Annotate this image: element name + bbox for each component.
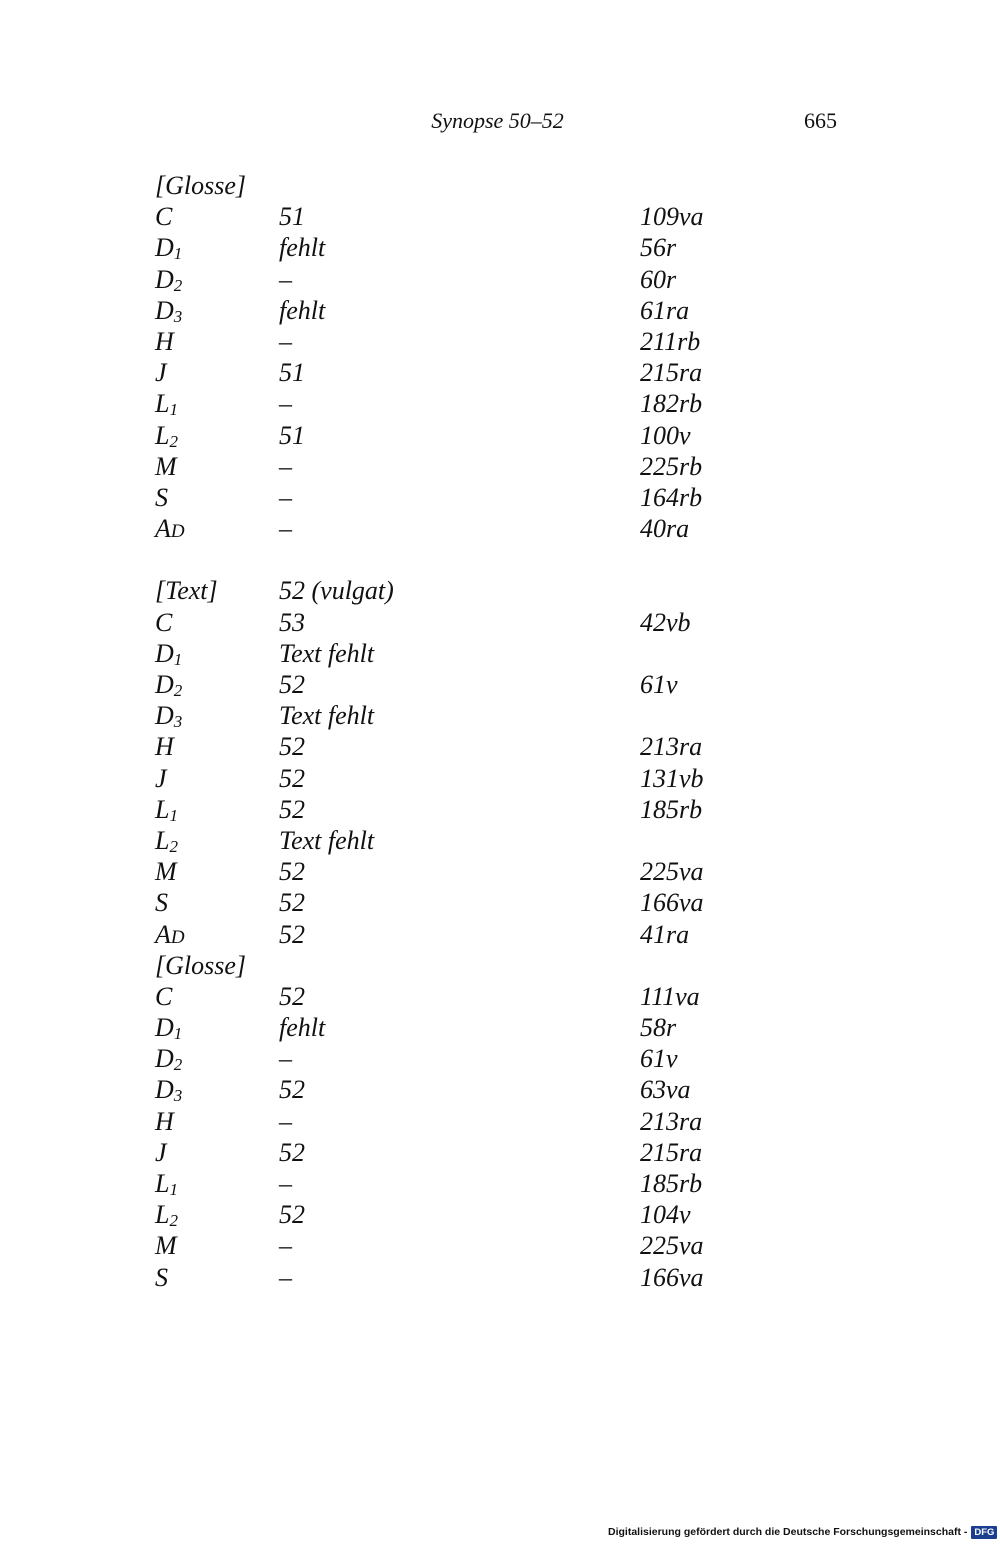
manuscript-siglum (155, 1230, 177, 1261)
folio-reference: 61v (640, 1044, 678, 1074)
siglum-subscript: 3 (173, 712, 183, 732)
siglum-letter: J (155, 358, 167, 388)
chapter-number: fehlt (279, 1013, 326, 1043)
siglum-letter: L (155, 794, 170, 824)
synopsis-row (155, 232, 855, 263)
folio-reference: 100v (640, 420, 691, 450)
manuscript-siglum (155, 981, 172, 1012)
siglum-subscript: 1 (173, 649, 183, 669)
manuscript-siglum (155, 794, 178, 828)
chapter-number: – (279, 326, 292, 356)
siglum-subscript: 2 (169, 431, 178, 451)
synopsis-row (155, 357, 855, 388)
synopsis-row (155, 326, 855, 357)
manuscript-siglum (155, 420, 178, 454)
running-header-title: Synopse 50–52 (431, 108, 564, 133)
folio-reference: 56r (640, 233, 677, 263)
siglum-letter: D (155, 1044, 174, 1074)
synopsis-row (155, 388, 855, 419)
siglum-letter: C (155, 981, 173, 1011)
siglum-letter: [Glosse] (155, 171, 247, 200)
manuscript-siglum (155, 201, 172, 232)
siglum-letter: A (155, 514, 171, 544)
folio-reference: 166va (640, 1262, 704, 1292)
folio-reference: 60r (640, 264, 677, 294)
synopsis-row (155, 638, 855, 669)
chapter-number: 52 (279, 981, 305, 1011)
manuscript-siglum (155, 1074, 182, 1108)
manuscript-siglum (155, 482, 168, 513)
folio-reference: 164rb (640, 482, 703, 512)
chapter-number: fehlt (279, 295, 326, 325)
manuscript-siglum (155, 856, 177, 887)
siglum-subscript: 3 (173, 1086, 183, 1106)
synopsis-row (155, 1137, 855, 1168)
footer-credit (608, 1524, 997, 1540)
manuscript-siglum (155, 513, 185, 547)
synopsis-row (155, 919, 855, 950)
folio-reference: 61v (640, 670, 678, 699)
siglum-subscript: 3 (173, 306, 183, 326)
manuscript-siglum (155, 388, 178, 422)
synopsis-row (155, 1199, 855, 1230)
folio-reference: 41ra (640, 919, 690, 949)
manuscript-siglum (155, 763, 167, 794)
chapter-number: 51 (279, 420, 305, 450)
synopsis-row (155, 170, 855, 201)
synopsis-row (155, 950, 855, 981)
manuscript-siglum (155, 1168, 178, 1202)
folio-reference: 185rb (640, 1169, 703, 1198)
siglum-letter: A (155, 919, 171, 949)
folio-reference: 131vb (640, 763, 704, 793)
siglum-letter: M (155, 857, 177, 887)
siglum-subscript: 2 (169, 836, 178, 856)
siglum-letter: [Glosse] (155, 950, 247, 980)
chapter-number: 52 (279, 888, 305, 918)
synopsis-row (155, 451, 855, 482)
synopsis-row (155, 763, 855, 794)
chapter-number: 52 (279, 763, 305, 793)
chapter-number: – (279, 264, 292, 294)
synopsis-row (155, 1012, 855, 1043)
folio-reference: 225va (640, 857, 704, 887)
synopsis-table (155, 170, 855, 1293)
siglum-letter: C (155, 607, 173, 637)
manuscript-siglum (155, 575, 218, 606)
folio-reference: 104v (640, 1200, 691, 1230)
chapter-number: 53 (279, 607, 305, 637)
synopsis-row (155, 731, 855, 762)
siglum-letter: [Text] (155, 576, 218, 606)
siglum-subscript: 1 (169, 805, 178, 825)
folio-reference: 215ra (640, 358, 703, 388)
siglum-letter: J (155, 763, 167, 793)
chapter-number: – (279, 1044, 292, 1074)
synopsis-row (155, 981, 855, 1012)
folio-reference: 213ra (640, 732, 703, 762)
siglum-letter: L (155, 389, 170, 419)
folio-reference: 225va (640, 1231, 704, 1261)
siglum-letter: D (155, 1013, 174, 1043)
siglum-subscript: 1 (169, 1180, 178, 1199)
footer-text: Digitalisierung gefördert durch die Deutsche Forschungsgemeinschaft - (608, 1526, 968, 1538)
folio-reference: 111va (640, 981, 700, 1011)
siglum-letter: D (155, 295, 174, 325)
siglum-letter: S (155, 888, 168, 918)
siglum-letter: L (155, 825, 170, 855)
folio-reference: 182rb (640, 389, 703, 419)
folio-reference: 109va (640, 202, 704, 232)
manuscript-siglum (155, 1043, 182, 1077)
folio-reference: 185rb (640, 794, 703, 824)
manuscript-siglum (155, 950, 246, 981)
siglum-letter: S (155, 482, 168, 512)
manuscript-siglum (155, 1137, 167, 1168)
synopsis-row (155, 420, 855, 451)
dfg-logo: DFG (971, 1526, 997, 1539)
siglum-subscript: 1 (169, 400, 178, 420)
synopsis-row (155, 669, 855, 700)
siglum-letter: H (155, 732, 174, 762)
siglum-subscript: 2 (169, 1211, 178, 1231)
chapter-number: 52 (279, 1200, 305, 1230)
synopsis-row (155, 794, 855, 825)
chapter-number: – (279, 1106, 292, 1136)
chapter-number: 52 (279, 1075, 305, 1105)
manuscript-siglum (155, 451, 177, 482)
chapter-number: – (279, 1262, 292, 1292)
siglum-letter: M (155, 451, 177, 481)
manuscript-siglum (155, 295, 182, 329)
manuscript-siglum (155, 326, 174, 357)
folio-reference: 63va (640, 1075, 691, 1105)
chapter-number: 52 (279, 919, 305, 949)
folio-reference: 42vb (640, 607, 691, 637)
synopsis-row (155, 1168, 855, 1199)
manuscript-siglum (155, 638, 182, 672)
folio-reference: 40ra (640, 514, 690, 544)
synopsis-row (155, 607, 855, 638)
synopsis-row (155, 856, 855, 887)
chapter-number: 52 (279, 732, 305, 762)
synopsis-row (155, 1043, 855, 1074)
chapter-number: – (279, 482, 292, 512)
chapter-number: 52 (279, 1137, 305, 1167)
manuscript-siglum (155, 1262, 168, 1293)
manuscript-siglum (155, 1106, 174, 1137)
folio-reference: 61ra (640, 295, 690, 325)
synopsis-row (155, 575, 855, 606)
synopsis-row (155, 1230, 855, 1261)
manuscript-siglum (155, 232, 182, 266)
siglum-subscript: 1 (173, 1024, 183, 1044)
manuscript-siglum (155, 825, 178, 859)
manuscript-siglum (155, 1012, 182, 1046)
siglum-letter: H (155, 326, 174, 356)
manuscript-siglum (155, 264, 182, 298)
chapter-number: – (279, 1231, 292, 1261)
siglum-letter: D (155, 670, 174, 699)
folio-reference: 215ra (640, 1137, 703, 1167)
siglum-subscript: 2 (173, 1055, 183, 1075)
manuscript-siglum (155, 731, 174, 762)
siglum-smallcaps: D (170, 926, 185, 948)
chapter-number: – (279, 389, 292, 419)
folio-reference: 58r (640, 1013, 677, 1043)
folio-reference: 225rb (640, 451, 703, 481)
manuscript-siglum (155, 1199, 178, 1233)
folio-reference: 166va (640, 888, 704, 918)
manuscript-siglum (155, 887, 168, 918)
synopsis-row (155, 825, 855, 856)
manuscript-siglum (155, 669, 182, 703)
manuscript-siglum (155, 919, 185, 953)
siglum-letter: D (155, 1075, 174, 1105)
synopsis-row (155, 295, 855, 326)
chapter-number: 51 (279, 202, 305, 232)
synopsis-row (155, 1074, 855, 1105)
siglum-subscript: 1 (173, 244, 183, 264)
chapter-number: – (279, 1169, 292, 1198)
chapter-number: fehlt (279, 233, 326, 263)
chapter-number: 52 (279, 670, 305, 699)
siglum-subscript: 2 (173, 681, 183, 700)
manuscript-siglum (155, 607, 172, 638)
synopsis-row (155, 482, 855, 513)
manuscript-siglum (155, 357, 167, 388)
synopsis-row (155, 1106, 855, 1137)
siglum-letter: D (155, 701, 174, 731)
page-number: 665 (804, 108, 837, 133)
siglum-letter: D (155, 264, 174, 294)
siglum-letter: L (155, 1200, 170, 1230)
chapter-number: Text fehlt (279, 701, 375, 731)
siglum-smallcaps: D (170, 521, 185, 543)
synopsis-row (155, 887, 855, 918)
siglum-letter: H (155, 1106, 174, 1136)
siglum-letter: J (155, 1137, 167, 1167)
folio-reference: 213ra (640, 1106, 703, 1136)
chapter-number: Text fehlt (279, 825, 375, 855)
synopsis-row (155, 201, 855, 232)
siglum-letter: L (155, 420, 170, 450)
synopsis-row (155, 513, 855, 544)
synopsis-row (155, 700, 855, 731)
folio-reference: 211rb (640, 326, 701, 356)
siglum-letter: D (155, 233, 174, 263)
chapter-number: – (279, 451, 292, 481)
chapter-number: – (279, 514, 292, 544)
section-spacer (155, 544, 855, 575)
siglum-letter: M (155, 1231, 177, 1261)
chapter-number: 52 (279, 857, 305, 887)
siglum-subscript: 2 (173, 275, 183, 295)
siglum-letter: L (155, 1169, 170, 1198)
synopsis-row (155, 264, 855, 295)
chapter-number: 52 (vulgat) (279, 576, 394, 606)
synopsis-row (155, 1262, 855, 1293)
siglum-letter: S (155, 1262, 168, 1292)
chapter-number: 51 (279, 358, 305, 388)
siglum-letter: D (155, 638, 174, 668)
manuscript-siglum (155, 700, 182, 734)
chapter-number: 52 (279, 794, 305, 824)
manuscript-siglum (155, 170, 246, 201)
siglum-letter: C (155, 202, 173, 232)
chapter-number: Text fehlt (279, 638, 375, 668)
